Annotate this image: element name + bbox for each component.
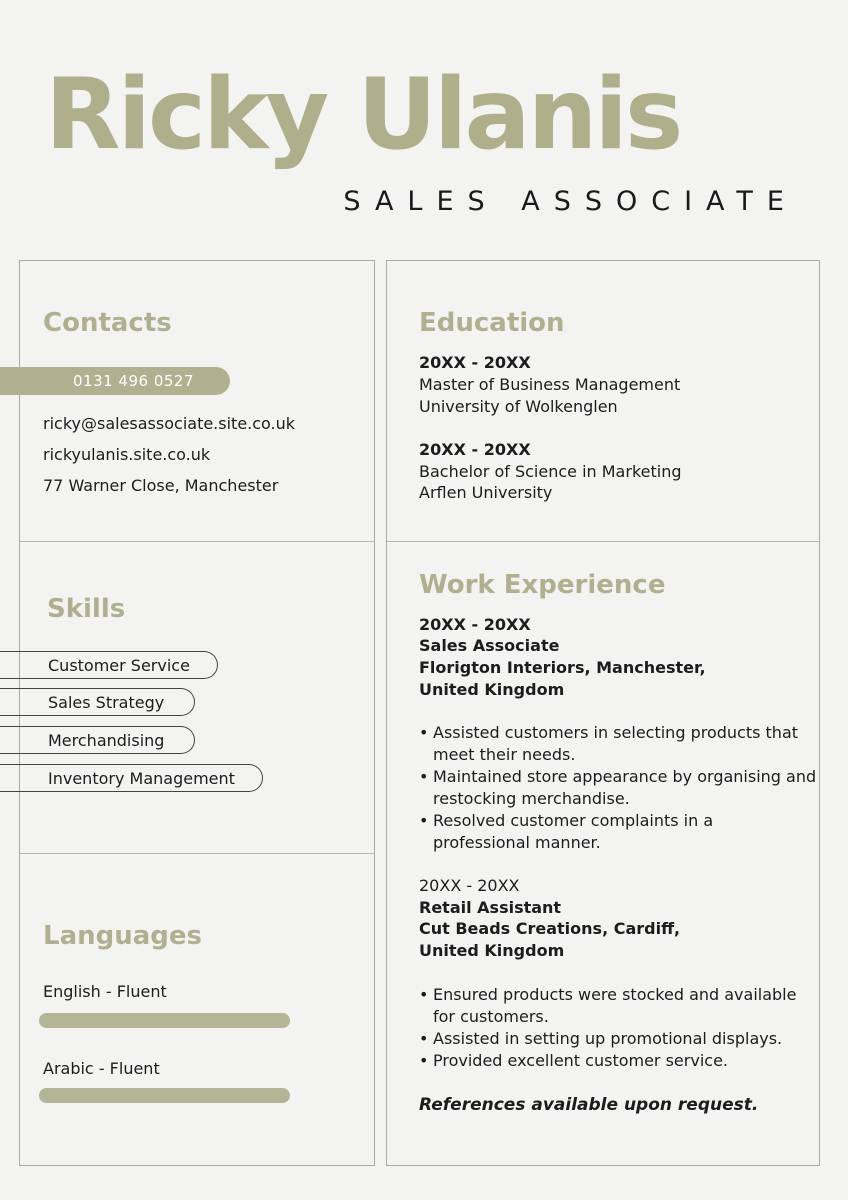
bullet-item <box>419 722 816 766</box>
education-dates: 20XX - 20XX <box>419 440 531 459</box>
address: 77 Warner Close, Manchester <box>43 476 279 495</box>
job-location: United Kingdom <box>419 680 565 699</box>
bullet-line: Resolved customer complaints in a <box>433 811 714 830</box>
left-divider-2 <box>20 853 374 854</box>
phone-number: 0131 496 0527 <box>0 367 230 395</box>
bullet-line: professional manner. <box>433 833 601 852</box>
language-label: English - Fluent <box>43 982 167 1001</box>
bullet-item <box>419 984 796 1028</box>
job-company: Cut Beads Creations, Cardiff, <box>419 919 681 938</box>
candidate-name: Ricky Ulanis <box>45 58 681 172</box>
skill-label: Inventory Management <box>48 769 235 788</box>
education-degree: Master of Business Management <box>419 375 681 394</box>
job-title: SALES ASSOCIATE <box>343 186 798 217</box>
skill-label: Sales Strategy <box>48 693 165 712</box>
bullet-line: for customers. <box>433 1007 549 1026</box>
education-heading: Education <box>419 308 565 338</box>
bullet-line: Ensured products were stocked and available <box>433 985 797 1004</box>
language-level-bar <box>39 1013 290 1028</box>
email-address[interactable]: ricky@salesassociate.site.co.uk <box>43 414 296 433</box>
job-title: Sales Associate <box>419 636 560 655</box>
education-school: University of Wolkenglen <box>419 397 618 416</box>
bullet-line: Provided excellent customer service. <box>433 1051 728 1070</box>
left-divider-1 <box>20 541 374 542</box>
bullet-line: meet their needs. <box>433 745 576 764</box>
references-note: References available upon request. <box>419 1095 759 1115</box>
skill-label: Customer Service <box>48 656 190 675</box>
skill-pill <box>0 688 195 716</box>
job-title: Retail Assistant <box>419 898 562 917</box>
skill-pill <box>0 764 263 792</box>
skill-label: Merchandising <box>48 731 165 750</box>
bullet-item <box>419 766 816 810</box>
bullet-item <box>419 1050 796 1072</box>
right-divider <box>387 541 819 542</box>
skill-pill <box>0 651 218 679</box>
bullet-item <box>419 810 816 854</box>
education-degree: Bachelor of Science in Marketing <box>419 462 682 481</box>
bullet-line: Assisted customers in selecting products that <box>433 723 799 742</box>
bullet-item <box>419 1028 796 1050</box>
skills-heading: Skills <box>47 594 126 624</box>
bullet-line: Maintained store appearance by organising and <box>433 767 817 786</box>
bullet-line: restocking merchandise. <box>433 789 630 808</box>
education-school: Arflen University <box>419 483 553 502</box>
job-company: Florigton Interiors, Manchester, <box>419 658 706 677</box>
education-dates: 20XX - 20XX <box>419 353 531 372</box>
work-experience-heading: Work Experience <box>419 570 666 600</box>
job-location: United Kingdom <box>419 941 565 960</box>
job-dates: 20XX - 20XX <box>419 876 520 895</box>
language-level-bar <box>39 1088 290 1103</box>
contacts-heading: Contacts <box>43 308 172 338</box>
job-bullets <box>419 722 816 854</box>
languages-heading: Languages <box>43 921 203 951</box>
job-dates: 20XX - 20XX <box>419 615 531 634</box>
language-label: Arabic - Fluent <box>43 1059 160 1078</box>
job-bullets <box>419 984 796 1072</box>
website-link[interactable]: rickyulanis.site.co.uk <box>43 445 211 464</box>
bullet-line: Assisted in setting up promotional displays. <box>433 1029 783 1048</box>
skill-pill <box>0 726 195 754</box>
